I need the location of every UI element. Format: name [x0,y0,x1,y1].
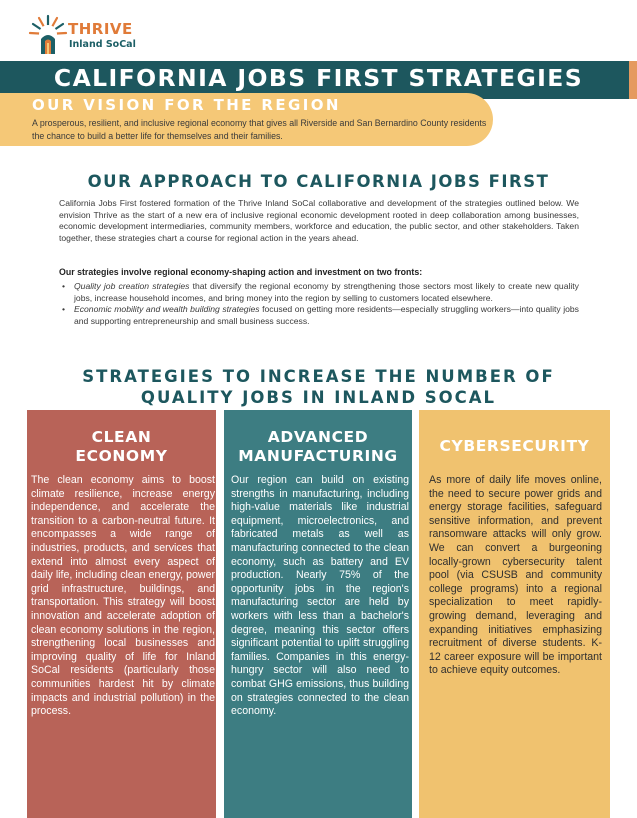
advanced-manufacturing-column [224,410,412,818]
logo-sub-text: Inland SoCal [69,39,136,50]
column-heading [224,428,412,466]
list-item [62,281,579,304]
logo-brand-text: THRIVE [68,20,133,38]
column-heading [419,437,610,456]
column-body: Our region can build on existing strengths in manufacturing, including high-value materials like industrial equipment, microelectronics, and fabricated metals as well as manufacturing connected to the clean economy, such as battery and EV production. Nearly 75% of the opportunity jobs in the region's manufacturing sector are held by workers with less than a bachelor's degree, meaning this sector offers significant potential to uplift struggling families. Companies in this energy-hungry sector will also need to combat GHG emissions, thus building on strategies connected to the clean economy. [231,474,409,718]
bullet-text: focused on getting more residents—especially struggling workers—into quality jobs and supporting entrepreneurship and small business success. [74,304,579,326]
bullet-text: that diversify the regional economy by strengthening those sectors most likely to create new quality jobs, increase household incomes, and bring money into the region by selling to customers located elsewhere. [74,281,579,303]
vision-title: OUR VISION FOR THE REGION [32,96,341,114]
column-heading-line2: MANUFACTURING [238,447,398,465]
approach-title: OUR APPROACH TO CALIFORNIA JOBS FIRST [87,172,550,191]
column-heading-line1: CYBERSECURITY [439,437,590,455]
column-heading [27,428,216,466]
vision-text: A prosperous, resilient, and inclusive regional economy that gives all Riverside and San Bernardino County residents the chance to build a better life for themselves and their families. [32,118,487,141]
thrive-logo [28,12,148,56]
strategies-title-line2: QUALITY JOBS IN INLAND SOCAL [140,388,497,407]
bullet-term: Economic mobility and wealth building strategies [74,304,260,314]
list-item [62,304,579,327]
fronts-heading: Our strategies involve regional economy-shaping action and investment on two fronts: [59,267,423,277]
column-heading-line2: ECONOMY [75,447,168,465]
approach-paragraph: California Jobs First fostered formation of the Thrive Inland SoCal collaborative and development of the strategies outlined below. We envision Thrive as the start of a new era of inclusive regional economic development rooted in deep collaboration among businesses, economic development intermediaries, community members, workforce and education, the public sector, and other stakeholders. Taken together, these strategies chart a course for regional action in the years ahead. [59,198,579,243]
bullet-term: Quality job creation strategies [74,281,190,291]
column-heading-line1: ADVANCED [267,428,369,446]
column-body: The clean economy aims to boost climate resilience, increase energy independence, and accelerate the transition to a carbon-neutral future. It encompasses a wide range of industries, products, and services that extend into almost every aspect of daily life, including clean energy, power grid infrastructure, buildings, and transportation. This strategy will boost innovation and accelerate adoption of clean economy solutions in the region, strengthening local businesses and improving quality of life for Inland SoCal residents (particularly those communities hardest hit by climate impacts and industrial pollution) in the process. [31,474,215,718]
column-heading-line1: CLEAN [91,428,152,446]
strategies-title-line1: STRATEGIES TO INCREASE THE NUMBER OF [82,367,555,386]
column-body: As more of daily life moves online, the need to secure power grids and energy storage facilities, safeguard sensitive information, and prevent ransomware attacks will only grow. We can convert a burgeoning locally-grown cybersecurity talent pool (via CSUSB and community college programs) into a regional specialization to meet rapidly-growing demand, leveraging and expanding initiatives emphasizing recruitment of diverse students. K-12 career exposure will be important to achieve equity outcomes. [429,474,602,677]
clean-economy-column [27,410,216,818]
sunburst-logo-icon [28,12,68,56]
strategies-title [0,366,637,408]
cybersecurity-column [419,410,610,818]
fronts-list [62,281,579,327]
page-title: CALIFORNIA JOBS FIRST STRATEGIES [53,64,584,92]
